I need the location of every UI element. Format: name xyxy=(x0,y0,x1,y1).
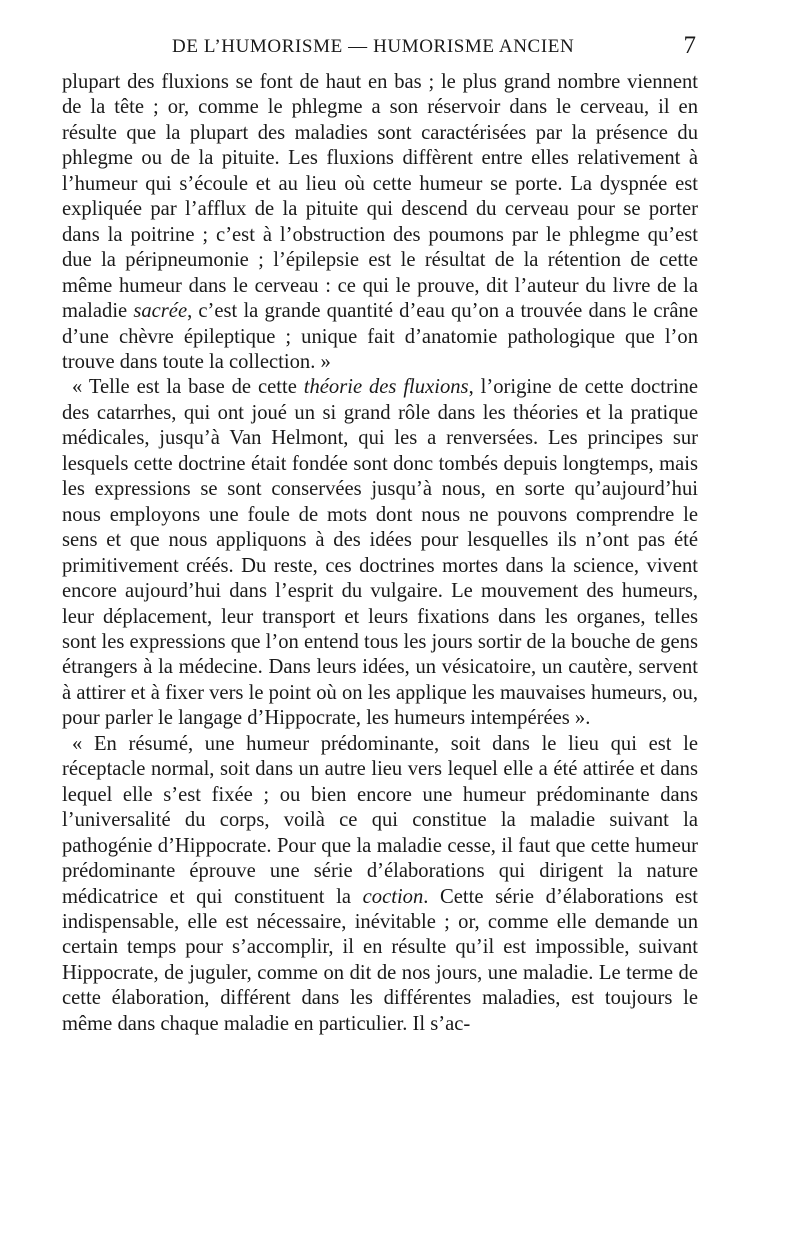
italic-phrase: théorie des fluxions xyxy=(303,376,469,399)
italic-word: sacrée xyxy=(133,300,188,323)
paragraph xyxy=(62,375,698,731)
body-text xyxy=(62,70,698,1037)
paragraph xyxy=(62,732,698,1037)
paragraph xyxy=(62,70,698,375)
paragraph-text: « En résumé, une humeur prédominante, soit dans le lieu qui est le réceptacle normal, soit dans un autre lieu vers lequel elle a été attirée et dans lequel elle s’est fixée ; ou bien encore une humeur prédominante dans l’universalité du corps, voilà ce qui constitue la maladie suivant la pathogénie d’Hippocrate. Pour que la maladie cesse, il faut que cette humeur prédominante éprouve une série d’élaborations qui dirigent la nature médicatrice et qui constituent la xyxy=(62,732,698,908)
paragraph-text: . Cette série d’élaborations est indispensable, elle est nécessaire, inévitable ; or, comme elle demande un certain temps pour s’accomplir, il en résulte qu’il est impossible, suivant Hippocrate, de juguler, comme on dit de nos jours, une maladie. Le terme de cette élaboration, différent dans les différentes maladies, est toujours le même dans chaque maladie en particulier. Il s’ac- xyxy=(62,885,698,1035)
paragraph-text: « Telle est la base de cette xyxy=(72,376,304,399)
book-page xyxy=(62,32,699,1037)
running-head: DE L’HUMORISME — HUMORISME ANCIEN xyxy=(172,36,575,57)
page-header xyxy=(62,32,698,66)
page-number: 7 xyxy=(683,32,696,59)
italic-word: coction xyxy=(362,885,424,908)
paragraph-text: , l’origine de cette doctrine des catarrhes, qui ont joué un si grand rôle dans les théories et la pratique médicales, jusqu’à Van Helmont, qui les a renversées. Les principes sur lesquels cette doctrine était fondée sont donc tombés depuis longtemps, mais les expressions se sont conservées jusqu’à nous, en sorte qu’aujourd’hui nous employons une foule de mots dont nous ne pouvons comprendre le sens et que nous appliquons à des idées pour lesquelles ils n’ont pas été primitivement créés. Du reste, ces doctrines mortes dans la science, vivent encore aujourd’hui dans l’esprit du vulgaire. Le mouvement des humeurs, leur déplacement, leur transport et leurs fixations dans les organes, telles sont les expressions que l’on entend tous les jours sortir de la bouche de gens étrangers à la médecine. Dans leurs idées, un vésicatoire, un cautère, servent à attirer et à fixer vers le point où on les applique les mauvaises humeurs, ou, pour parler le langage d’Hippocrate, les humeurs intempérées ». xyxy=(62,376,699,730)
paragraph-text: plupart des fluxions se font de haut en bas ; le plus grand nombre viennent de la tête ; or, comme le phlegme a son réservoir dans le cerveau, il en résulte que la plupart des maladies sont caractérisées par la présence du phlegme ou de la pituite. Les fluxions diffèrent entre elles relativement à l’humeur qui s’écoule et au lieu où cette humeur se porte. La dyspnée est expliquée par l’afflux de la pituite qui descend du cerveau pour se porter dans la poitrine ; c’est à l’obstruction des poumons par le phlegme qu’est due la péripneumonie ; l’épilepsie est le résultat de la rétention de cette même humeur dans le cerveau : ce qui le prouve, dit l’auteur du livre de la maladie xyxy=(62,71,698,323)
paragraph-text: , c’est la grande quantité d’eau qu’on a trouvée dans le crâne d’une chèvre épileptique ; unique fait d’anatomie pathologique que l’on trouve dans toute la collection. » xyxy=(62,300,698,373)
